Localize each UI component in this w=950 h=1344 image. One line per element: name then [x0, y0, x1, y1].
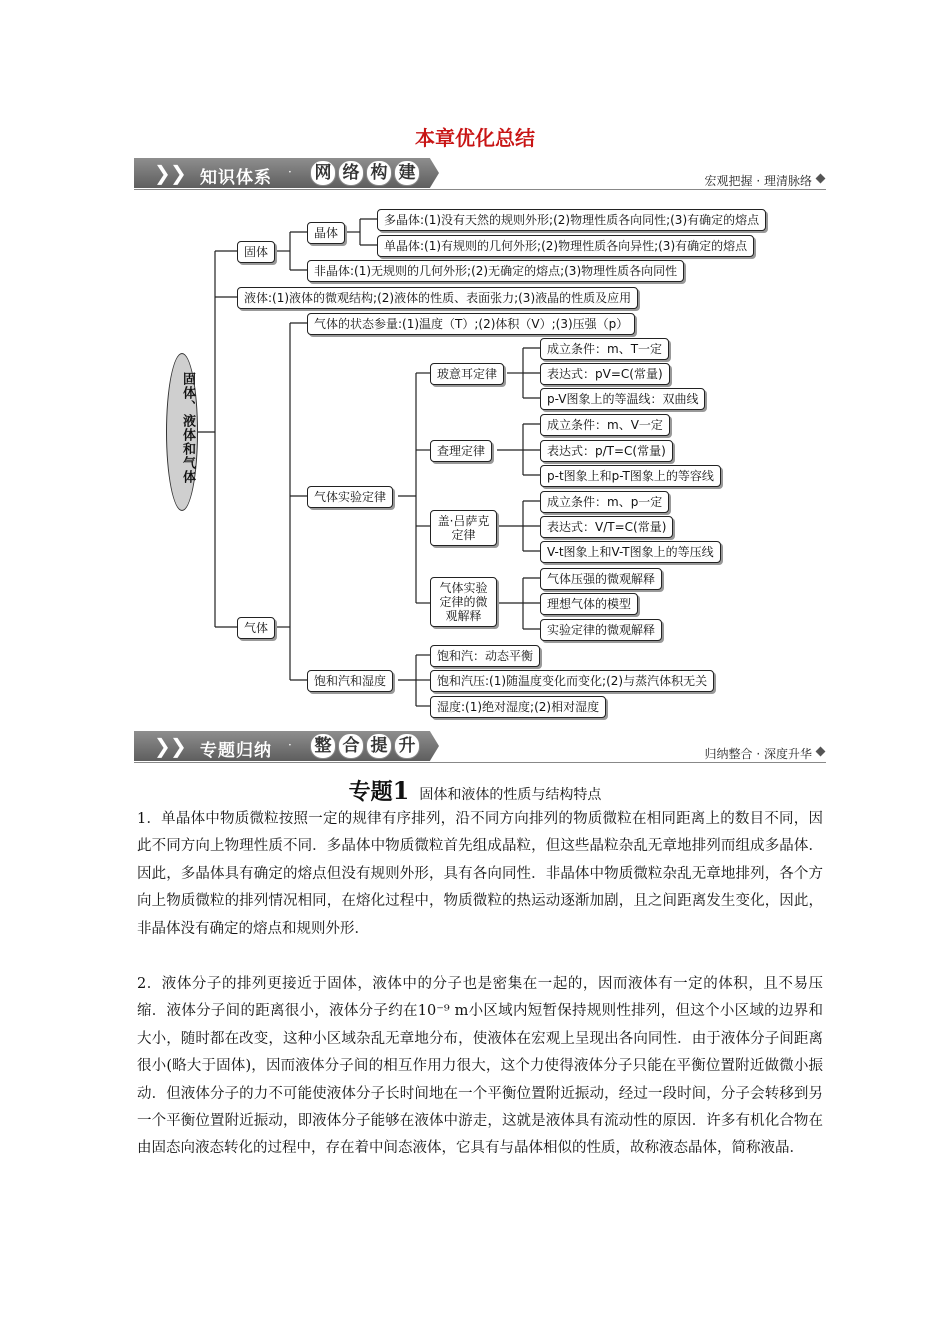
node-micro: 气体实验定律的微观解释: [430, 577, 497, 627]
topic-heading: [0, 775, 950, 806]
paragraph-2: 2．液体分子的排列更接近于固体，液体中的分子也是密集在一起的，因而液体有一定的体积，且不易压缩．液体分子间的距离很小，液体分子约在10⁻⁹ m小区域内短暂保持规则性排列，但这个小区域的边界和大小，随时都在改变，这种小区域杂乱无章地分布，使液体在宏观上呈现出各向同性．由于液体分子间距离很小(略大于固体)，因而液体分子间的相互作用力很大，这个力使得液体分子只能在平衡位置附近做微小振动．但液体分子的力不可能使液体分子长时间地在一个平衡位置附近振动，经过一段时间，分子会转移到另一个平衡位置附近振动，即液体分子能够在液体中游走，这就是液体具有流动性的原因．许多有机化合物在由固态向液态转化的过程中，存在着中间态液体，它具有与晶体相似的性质，故称液态晶体，简称液晶．: [137, 976, 823, 1157]
badge-char: 络: [338, 160, 364, 186]
badge-char: 构: [366, 160, 392, 186]
banner-badge-chars: [310, 733, 420, 759]
root-label: 固体、液体和气体: [180, 372, 195, 484]
node-micro-pressure: 气体压强的微观解释: [540, 568, 662, 590]
banner-title: 专题归纳: [200, 741, 272, 761]
chevron-right-icon: ❯: [170, 734, 187, 758]
node-charles: 查理定律: [430, 440, 492, 462]
banner-subtitle: 宏观把握 · 理清脉络: [704, 174, 812, 188]
topic-title: 固体和液体的性质与结构特点: [419, 787, 602, 803]
divider: [134, 762, 826, 763]
node-saturation: 饱和汽和湿度: [307, 670, 393, 692]
node-monocrystal: 单晶体:(1)有规则的几何外形;(2)物理性质各向异性;(3)有确定的熔点: [377, 235, 754, 257]
diamond-icon: [816, 747, 826, 757]
badge-char: 网: [310, 160, 336, 186]
node-charles-condition: 成立条件：m、V一定: [540, 414, 670, 436]
node-charles-graph: p-t图象上和p-T图象上的等容线: [540, 465, 721, 487]
banner-subtitle: 归纳整合 · 深度升华: [704, 747, 812, 761]
node-gaylussac-graph: V-t图象上和V-T图象上的等压线: [540, 541, 721, 563]
section-banner-topics: [134, 731, 826, 765]
node-humidity: 湿度:(1)绝对湿度;(2)相对湿度: [430, 696, 606, 718]
mindmap-root: [166, 353, 198, 511]
banner-dot: ·: [288, 165, 292, 179]
node-charles-expression: 表达式：p/T=C(常量): [540, 440, 673, 462]
node-micro-ideal-gas: 理想气体的模型: [540, 593, 638, 615]
node-state-params: 气体的状态参量:(1)温度（T）;(2)体积（V）;(3)压强（p）: [307, 313, 635, 335]
node-gaylussac: 盖·吕萨克定律: [430, 510, 497, 546]
node-boyle-expression: 表达式：pV=C(常量): [540, 363, 670, 385]
node-solid: 固体: [237, 241, 275, 263]
badge-char: 提: [366, 733, 392, 759]
node-boyle-condition: 成立条件：m、T一定: [540, 338, 669, 360]
node-experiment-laws: 气体实验定律: [307, 486, 393, 508]
node-gaylussac-expression: 表达式：V/T=C(常量): [540, 516, 673, 538]
badge-char: 整: [310, 733, 336, 759]
node-saturated-pressure: 饱和汽压:(1)随温度变化而变化;(2)与蒸汽体积无关: [430, 670, 714, 692]
badge-char: 建: [394, 160, 420, 186]
paragraph-1: 1．单晶体中物质微粒按照一定的规律有序排列，沿不同方向排列的物质微粒在相同距离上的数目不同，因此不同方向上物理性质不同．多晶体中物质微粒首先组成晶粒，但这些晶粒杂乱无章地排列而组成多晶体．因此，多晶体具有确定的熔点但没有规则外形，具有各向同性．非晶体中物质微粒杂乱无章地排列，各个方向上物质微粒的排列情况相同，在熔化过程中，物质微粒的热运动逐渐加剧，且之间距离发生变化，因此，非晶体没有确定的熔点和规则外形．: [137, 811, 823, 937]
node-boyle-graph: p-V图象上的等温线：双曲线: [540, 388, 705, 410]
node-gaylussac-condition: 成立条件：m、p一定: [540, 491, 669, 513]
badge-char: 合: [338, 733, 364, 759]
node-polycrystal: 多晶体:(1)没有天然的规则外形;(2)物理性质各向同性;(3)有确定的熔点: [377, 209, 766, 231]
node-boyle: 玻意耳定律: [430, 363, 504, 385]
chevron-right-icon: ❯: [170, 161, 187, 185]
chevron-right-icon: ❯: [154, 734, 171, 758]
badge-char: 升: [394, 733, 420, 759]
chevron-right-icon: ❯: [154, 161, 171, 185]
node-micro-laws: 实验定律的微观解释: [540, 619, 662, 641]
node-liquid: 液体:(1)液体的微观结构;(2)液体的性质、表面张力;(3)液晶的性质及应用: [237, 287, 638, 309]
banner-title: 知识体系: [200, 168, 272, 188]
banner-dot: ·: [288, 738, 292, 752]
topic-number: 1: [392, 776, 410, 805]
node-amorphous: 非晶体:(1)无规则的几何外形;(2)无确定的熔点;(3)物理性质各向同性: [307, 260, 684, 282]
page-title: 本章优化总结: [415, 126, 535, 150]
node-gas: 气体: [237, 617, 275, 639]
topic-label: 专题: [348, 780, 393, 805]
node-crystal: 晶体: [307, 222, 345, 244]
node-saturated-vapor: 饱和汽：动态平衡: [430, 645, 540, 667]
